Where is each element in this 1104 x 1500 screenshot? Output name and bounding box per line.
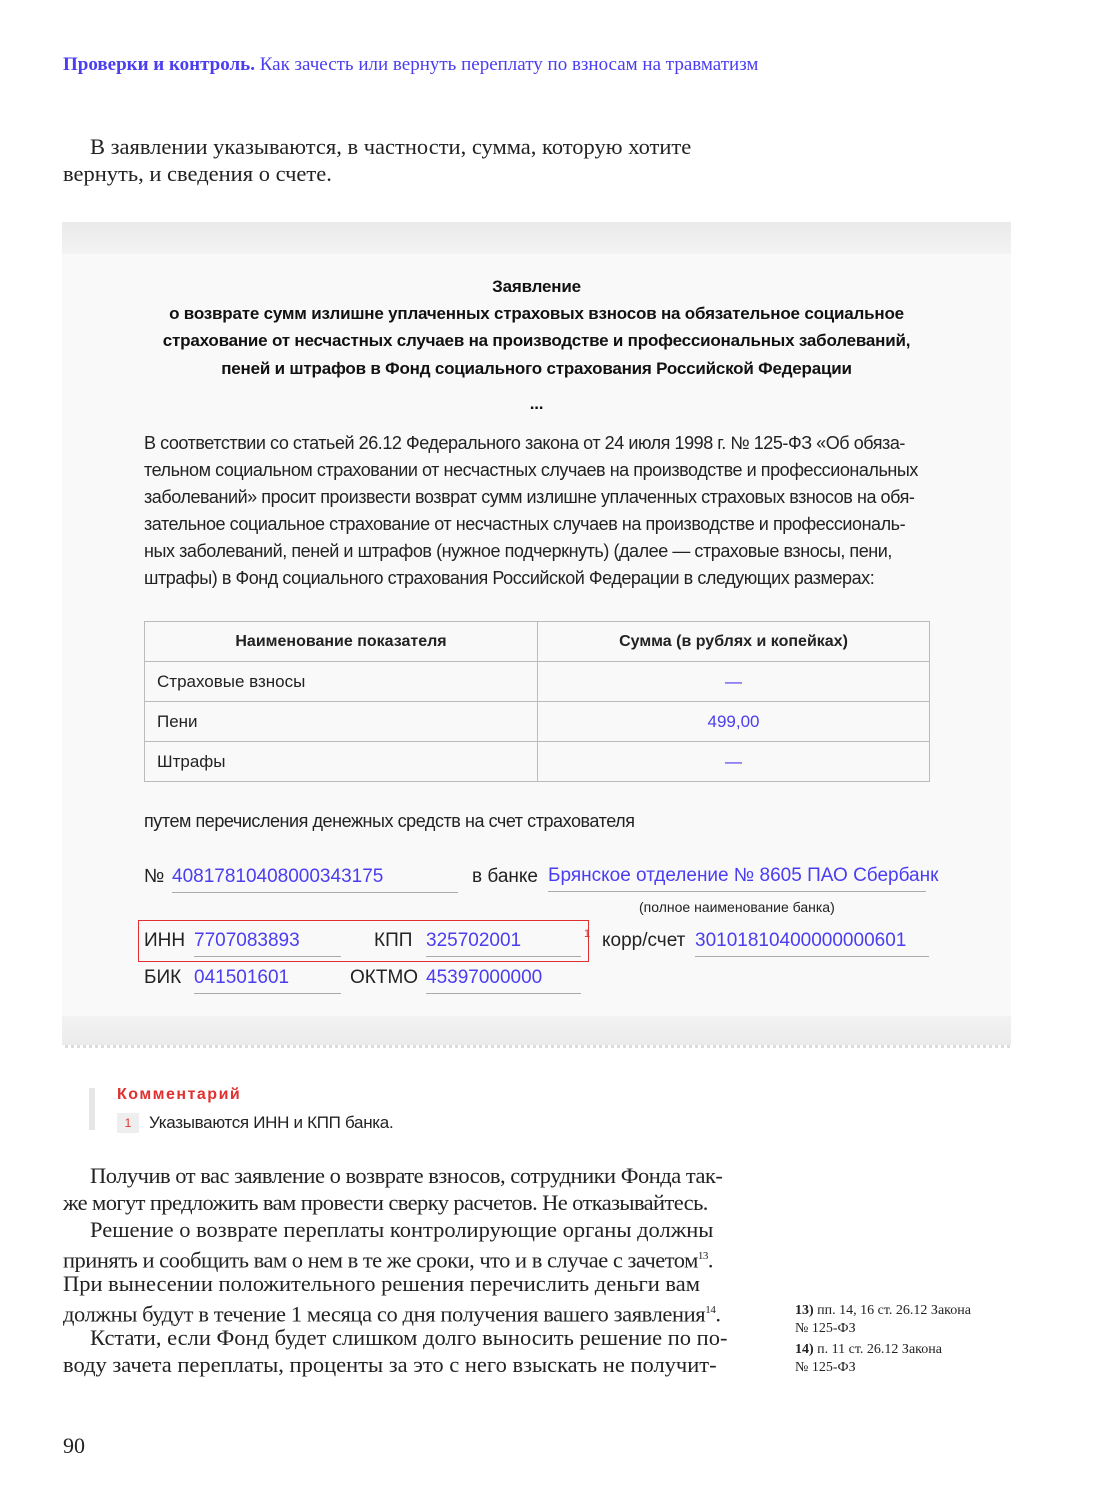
body-line: принять и сообщить вам о нем в те же сроки, что и в случае с зачетом$^{13}$.: [63, 1247, 713, 1273]
form-subtitle: страхование от несчастных случаев на производстве и профессиональных заболеваний,: [162, 331, 911, 350]
body-line: При вынесении положительного решения перечислить деньги вам: [63, 1271, 700, 1296]
transfer-text: путем перечисления денежных средств на счет страхователя: [144, 811, 635, 831]
body-line: Решение о возврате переплаты контролирующие органы должны: [90, 1217, 714, 1242]
inn-value: 7707083893: [194, 930, 341, 957]
ellipsis: ...: [529, 394, 544, 413]
row-value: 499,00: [538, 702, 930, 742]
comment-bar: [89, 1088, 95, 1130]
form-title: Заявление: [492, 277, 581, 296]
body-line: же могут предложить вам провести сверку расчетов. Не отказывайтесь.: [63, 1190, 708, 1215]
row-value: —: [538, 662, 930, 702]
account-value: 40817810408000343175: [172, 866, 458, 893]
form-subtitle: пеней и штрафов в Фонд социального страхования Российской Федерации: [221, 359, 852, 378]
kpp-label: КПП: [374, 930, 413, 951]
form-paragraph: В соответствии со статьей 26.12 Федерального закона от 24 июля 1998 г. № 125-ФЗ «Об обяза-: [144, 433, 905, 453]
bik-value: 041501601: [194, 967, 341, 994]
body-line: должны будут в течение 1 месяца со дня получения вашего заявления$^{14}$.: [63, 1301, 721, 1327]
kpp-value: 325702001: [426, 930, 581, 957]
row-label: Страховые взносы: [145, 662, 538, 702]
body-line: Кстати, если Фонд будет слишком долго выносить решение по по-: [90, 1325, 728, 1350]
table-row: [145, 702, 930, 742]
row-value: —: [538, 742, 930, 782]
corr-value: 30101810400000000601: [695, 930, 929, 957]
comment-text: Указываются ИНН и КПП банка.: [149, 1113, 394, 1132]
form-subtitle: о возврате сумм излишне уплаченных страховых взносов на обязательное социальное: [169, 304, 904, 323]
form-paragraph: ных заболеваний, пеней и штрафов (нужное подчеркнуть) (далее — страховые взносы, пени,: [144, 541, 892, 561]
application-form-sample: [62, 222, 1011, 1048]
bik-label: БИК: [144, 967, 182, 988]
comment-number: 1: [117, 1113, 139, 1133]
corr-label: корр/счет: [602, 930, 686, 951]
footnote: 14) п. 11 ст. 26.12 Закона № 125-ФЗ: [795, 1342, 942, 1375]
page-number: 90: [63, 1433, 85, 1458]
body-line: воду зачета переплаты, проценты за это с него взыскать не получит-: [63, 1352, 717, 1377]
row-label: Штрафы: [145, 742, 538, 782]
row-label: Пени: [145, 702, 538, 742]
comment-title: Комментарий: [117, 1086, 242, 1103]
oktmo-value: 45397000000: [426, 967, 581, 994]
form-paragraph: заболеваний» просит произвести возврат сумм излишне уплаченных страховых взносов на обя-: [144, 487, 915, 507]
account-label: №: [144, 866, 165, 887]
section-name: Проверки и контроль.: [63, 54, 255, 75]
column-header: Наименование показателя: [145, 622, 538, 662]
body-line: Получив от вас заявление о возврате взносов, сотрудники Фонда так-: [90, 1163, 723, 1188]
footnote-ref[interactable]: 13: [697, 1250, 708, 1262]
chapter-title: Как зачесть или вернуть переплату по взносам на травматизм: [259, 54, 759, 75]
table-row: [145, 742, 930, 782]
intro-line: вернуть, и сведения о счете.: [63, 161, 332, 186]
form-paragraph: зательное социальное страхование от несчастных случаев на производстве и профессиональ-: [144, 514, 906, 534]
oktmo-label: ОКТМО: [350, 967, 419, 988]
amounts-table: [144, 621, 930, 782]
bank-value: Брянское отделение № 8605 ПАО Сбербанк: [548, 865, 926, 892]
table-row: [145, 662, 930, 702]
running-header: [63, 54, 758, 76]
bank-hint: (полное наименование банка): [639, 899, 835, 915]
column-header: Сумма (в рублях и копейках): [538, 622, 930, 662]
bank-label: в банке: [472, 866, 538, 887]
footnote: 13) пп. 14, 16 ст. 26.12 Закона № 125-ФЗ: [795, 1303, 971, 1336]
comment-marker: 1: [584, 928, 591, 940]
form-paragraph: штрафы) в Фонд социального страхования Российской Федерации в следующих размерах:: [144, 568, 875, 588]
intro-line: В заявлении указываются, в частности, сумма, которую хотите: [90, 134, 692, 159]
inn-label: ИНН: [144, 930, 186, 951]
footnote-ref[interactable]: 14: [705, 1304, 716, 1316]
form-paragraph: тельном социальном страховании от несчастных случаев на производстве и профессиональных: [144, 460, 918, 480]
